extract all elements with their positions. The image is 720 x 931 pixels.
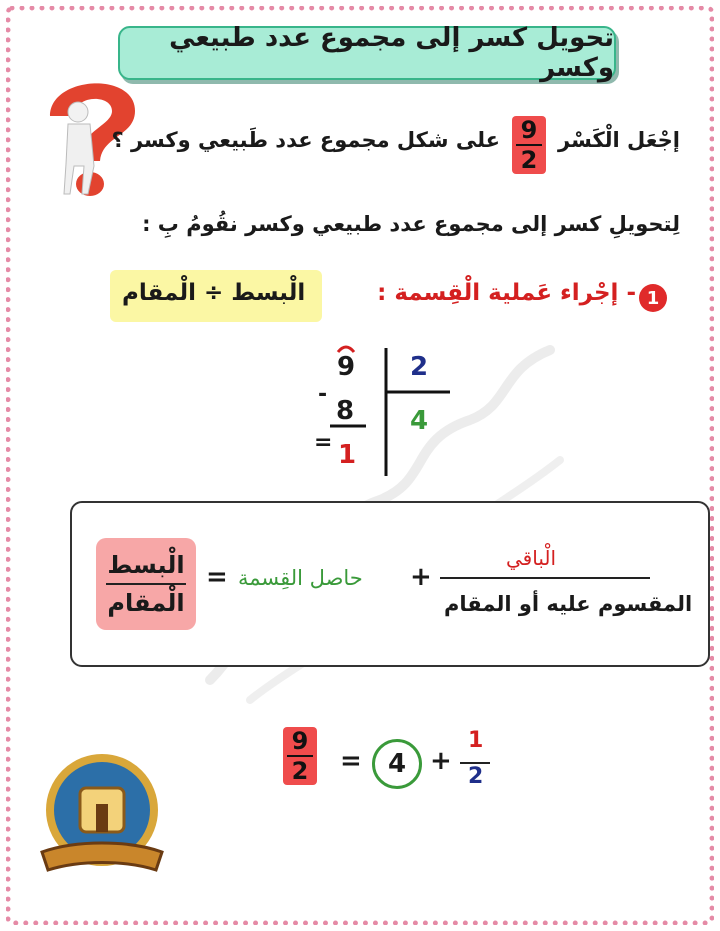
division-remainder: 1 <box>338 440 357 470</box>
division-subtract: 8 <box>336 396 355 426</box>
formula-plus: + <box>410 562 432 592</box>
result-whole-circle <box>372 739 422 789</box>
formula-fraction <box>96 538 196 630</box>
step1-text: - إجْراء عَملية الْقِسمة : <box>377 280 636 306</box>
intro-text: لِتحويلِ كسر إلى مجموع عدد طبيعي وكسر نقُومُ بِ : <box>142 212 680 236</box>
result-fraction <box>283 727 317 785</box>
division-dividend: 9 <box>337 352 356 382</box>
division-divisor: 2 <box>410 352 429 382</box>
teacher-logo-icon <box>36 752 168 882</box>
question-denominator: 2 <box>520 146 538 174</box>
division-quotient: 4 <box>410 406 429 436</box>
step1-highlight: الْبسط ÷ الْمقام <box>122 280 306 306</box>
result-frac-denominator: 2 <box>468 764 484 789</box>
page-title: تحويل كسر إلى مجموع عدد طبيعي وكسر <box>169 23 614 83</box>
result-frac-numerator: 1 <box>468 728 484 753</box>
formula-fraction-bar <box>440 577 650 579</box>
result-numerator: 9 <box>291 727 309 755</box>
page-title-box <box>118 23 616 83</box>
formula-denominator: الْمقام <box>107 589 185 617</box>
formula-equals: = <box>206 562 228 592</box>
result-plus: + <box>430 746 452 776</box>
result-equals: = <box>340 746 362 776</box>
question-fraction <box>512 116 546 174</box>
question-suffix: على شكل مجموع عدد طَبيعي وكسر ؟ <box>111 128 500 152</box>
question-numerator: 9 <box>520 116 538 144</box>
formula-remainder-denominator: المقسوم عليه أو المقام <box>444 592 693 616</box>
result-denominator: 2 <box>291 757 309 785</box>
formula-numerator: الْبسط <box>107 551 185 579</box>
formula-quotient-label: حاصل القِسمة <box>238 566 363 590</box>
result-whole: 4 <box>387 749 407 779</box>
division-equals: = <box>314 430 333 455</box>
formula-remainder-numerator: الْباقي <box>506 546 557 570</box>
step-number-badge: 1 <box>639 284 667 312</box>
division-minus: - <box>318 382 328 407</box>
question-prefix: إجْعَل الْكَسْر <box>558 128 680 152</box>
